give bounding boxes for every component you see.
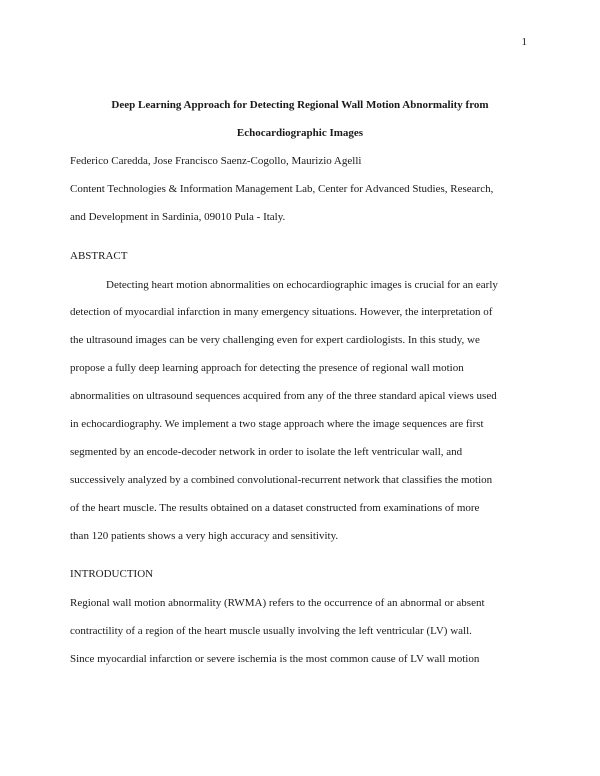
introduction-line: Since myocardial infarction or severe ischemia is the most common cause of LV wall motion	[70, 653, 480, 665]
abstract-line: abnormalities on ultrasound sequences acquired from any of the three standard apical views used	[70, 390, 497, 402]
author-list: Federico Caredda, Jose Francisco Saenz-Cogollo, Maurizio Agelli	[70, 155, 362, 167]
abstract-line: the ultrasound images can be very challenging even for expert cardiologists. In this study, we	[70, 334, 480, 346]
abstract-line: of the heart muscle. The results obtained on a dataset constructed from examinations of more	[70, 502, 480, 514]
affiliation-line-2: and Development in Sardinia, 09010 Pula - Italy.	[70, 211, 286, 223]
abstract-line: in echocardiography. We implement a two stage approach where the image sequences are first	[70, 418, 484, 430]
paper-title-line-2: Echocardiographic Images	[236, 127, 364, 139]
page-number: 1	[521, 36, 527, 48]
introduction-line: Regional wall motion abnormality (RWMA) refers to the occurrence of an abnormal or absent	[70, 597, 485, 609]
introduction-line: contractility of a region of the heart muscle usually involving the left ventricular (LV) wall.	[70, 625, 472, 637]
introduction-heading: INTRODUCTION	[70, 568, 154, 580]
affiliation-line-1: Content Technologies & Information Management Lab, Center for Advanced Studies, Research,	[70, 183, 494, 195]
abstract-line: successively analyzed by a combined convolutional-recurrent network that classifies the motion	[70, 474, 493, 486]
abstract-heading: ABSTRACT	[70, 250, 128, 262]
abstract-line: detection of myocardial infarction in many emergency situations. However, the interpretation of	[70, 306, 493, 318]
abstract-line: than 120 patients shows a very high accuracy and sensitivity.	[70, 530, 339, 542]
paper-title-line-1: Deep Learning Approach for Detecting Regional Wall Motion Abnormality from	[111, 99, 489, 111]
abstract-line: Detecting heart motion abnormalities on echocardiographic images is crucial for an early	[106, 279, 498, 291]
abstract-line: segmented by an encode-decoder network in order to isolate the left ventricular wall, and	[70, 446, 463, 458]
abstract-line: propose a fully deep learning approach for detecting the presence of regional wall motion	[70, 362, 464, 374]
